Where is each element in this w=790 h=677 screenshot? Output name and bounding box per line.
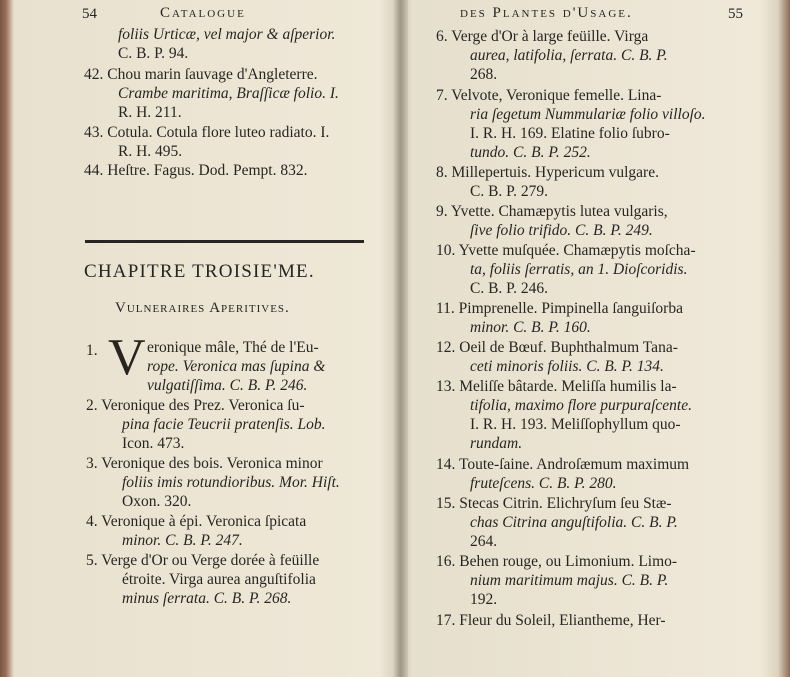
- text-line: C. B. P. 246.: [470, 280, 548, 297]
- left-page-number: 54: [82, 6, 97, 22]
- text-line: C. B. P. 94.: [118, 45, 189, 62]
- text-line: minus ſerrata. C. B. P. 268.: [122, 590, 292, 607]
- text-line: 4. Veronique à épi. Veronica ſpicata: [86, 513, 307, 530]
- drop-cap: V: [108, 329, 146, 386]
- right-page-number: 55: [728, 6, 743, 22]
- text-line: 44. Heſtre. Fagus. Dod. Pempt. 832.: [84, 162, 308, 179]
- text-line: 6. Verge d'Or à large feüille. Virga: [436, 28, 649, 45]
- text-line: tifolia, maximo flore purpuraſcente.: [470, 397, 692, 414]
- text-line: 7. Velvote, Veronique femelle. Lina-: [436, 87, 662, 104]
- text-line: 3. Veronique des bois. Veronica minor: [86, 455, 323, 472]
- text-line: R. H. 495.: [118, 143, 183, 160]
- text-line: 43. Cotula. Cotula flore luteo radiato. I.: [84, 124, 330, 141]
- text-line: minor. C. B. P. 160.: [470, 319, 591, 336]
- text-line: pina facie Teucrii pratenſis. Lob.: [122, 416, 326, 433]
- text-line: 8. Millepertuis. Hypericum vulgare.: [436, 164, 659, 181]
- chapter-title: CHAPITRE TROISIE'ME.: [84, 261, 315, 282]
- text-line: aurea, latifolia, ſerrata. C. B. P.: [470, 47, 668, 64]
- entry-number: 1.: [86, 342, 98, 359]
- text-line: tundo. C. B. P. 252.: [470, 144, 591, 161]
- right-running-head: des Plantes d'Usage.: [460, 5, 633, 21]
- text-line: 2. Veronique des Prez. Veronica ſu-: [86, 397, 305, 414]
- text-line: 192.: [470, 591, 498, 608]
- text-line: 9. Yvette. Chamæpytis lutea vulgaris,: [436, 203, 668, 220]
- text-line: I. R. H. 169. Elatine folio ſubro-: [470, 125, 670, 142]
- text-line: 11. Pimprenelle. Pimpinella ſanguiſorba: [436, 300, 683, 317]
- text-line: 15. Stecas Citrin. Elichryſum ſeu Stæ-: [436, 495, 672, 512]
- text-line: 14. Toute-ſaine. Androſæmum maximum: [436, 456, 690, 473]
- text-line: eronique mâle, Thé de l'Eu-: [147, 339, 319, 356]
- text-line: 5. Verge d'Or ou Verge dorée à feüille: [86, 552, 320, 569]
- text-line: foliis imis rotundioribus. Mor. Hiſt.: [122, 474, 340, 491]
- text-line: ceti minoris foliis. C. B. P. 134.: [470, 358, 664, 375]
- text-line: 13. Meliſſe bâtarde. Meliſſa humilis la-: [436, 378, 677, 395]
- book-gutter: [394, 0, 408, 677]
- text-line: rope. Veronica mas ſupina &: [147, 358, 326, 375]
- text-line: Oxon. 320.: [122, 493, 192, 510]
- text-line: ria ſegetum Nummulariæ folio villoſo.: [470, 106, 706, 123]
- text-line: chas Citrina anguſtifolia. C. B. P.: [470, 514, 678, 531]
- text-line: 10. Yvette muſquée. Chamæpytis moſcha-: [436, 242, 696, 259]
- text-line: 42. Chou marin ſauvage d'Angleterre.: [84, 66, 318, 83]
- section-title: Vulneraires Aperitives.: [115, 300, 290, 316]
- text-line: Crambe maritima, Braſſicæ folio. I.: [118, 85, 339, 102]
- text-line: 16. Behen rouge, ou Limonium. Limo-: [436, 553, 678, 570]
- text-line: Icon. 473.: [122, 435, 185, 452]
- text-line: 268.: [470, 66, 498, 83]
- text-line: C. B. P. 279.: [470, 183, 548, 200]
- text-line: foliis Urticæ, vel major & aſperior.: [118, 26, 336, 43]
- text-line: R. H. 211.: [118, 104, 182, 121]
- text-line: ta, foliis ſerratis, an 1. Dioſcoridis.: [470, 261, 688, 278]
- text-line: I. R. H. 193. Meliſſophyllum quo-: [470, 416, 681, 433]
- text-line: fruteſcens. C. B. P. 280.: [470, 475, 617, 492]
- text-line: nium maritimum majus. C. B. P.: [470, 572, 669, 589]
- text-line: étroite. Virga aurea anguſtifolia: [122, 571, 316, 588]
- text-line: ſive folio trifido. C. B. P. 249.: [470, 222, 653, 239]
- section-rule: [85, 240, 364, 243]
- text-line: 17. Fleur du Soleil, Eliantheme, Her-: [436, 612, 666, 629]
- text-line: 264.: [470, 533, 498, 550]
- text-line: 12. Oeil de Bœuf. Buphthalmum Tana-: [436, 339, 678, 356]
- text-line: vulgatiſſima. C. B. P. 246.: [147, 377, 308, 394]
- left-running-head: Catalogue: [160, 5, 246, 21]
- text-line: minor. C. B. P. 247.: [122, 532, 243, 549]
- text-line: rundam.: [470, 435, 523, 452]
